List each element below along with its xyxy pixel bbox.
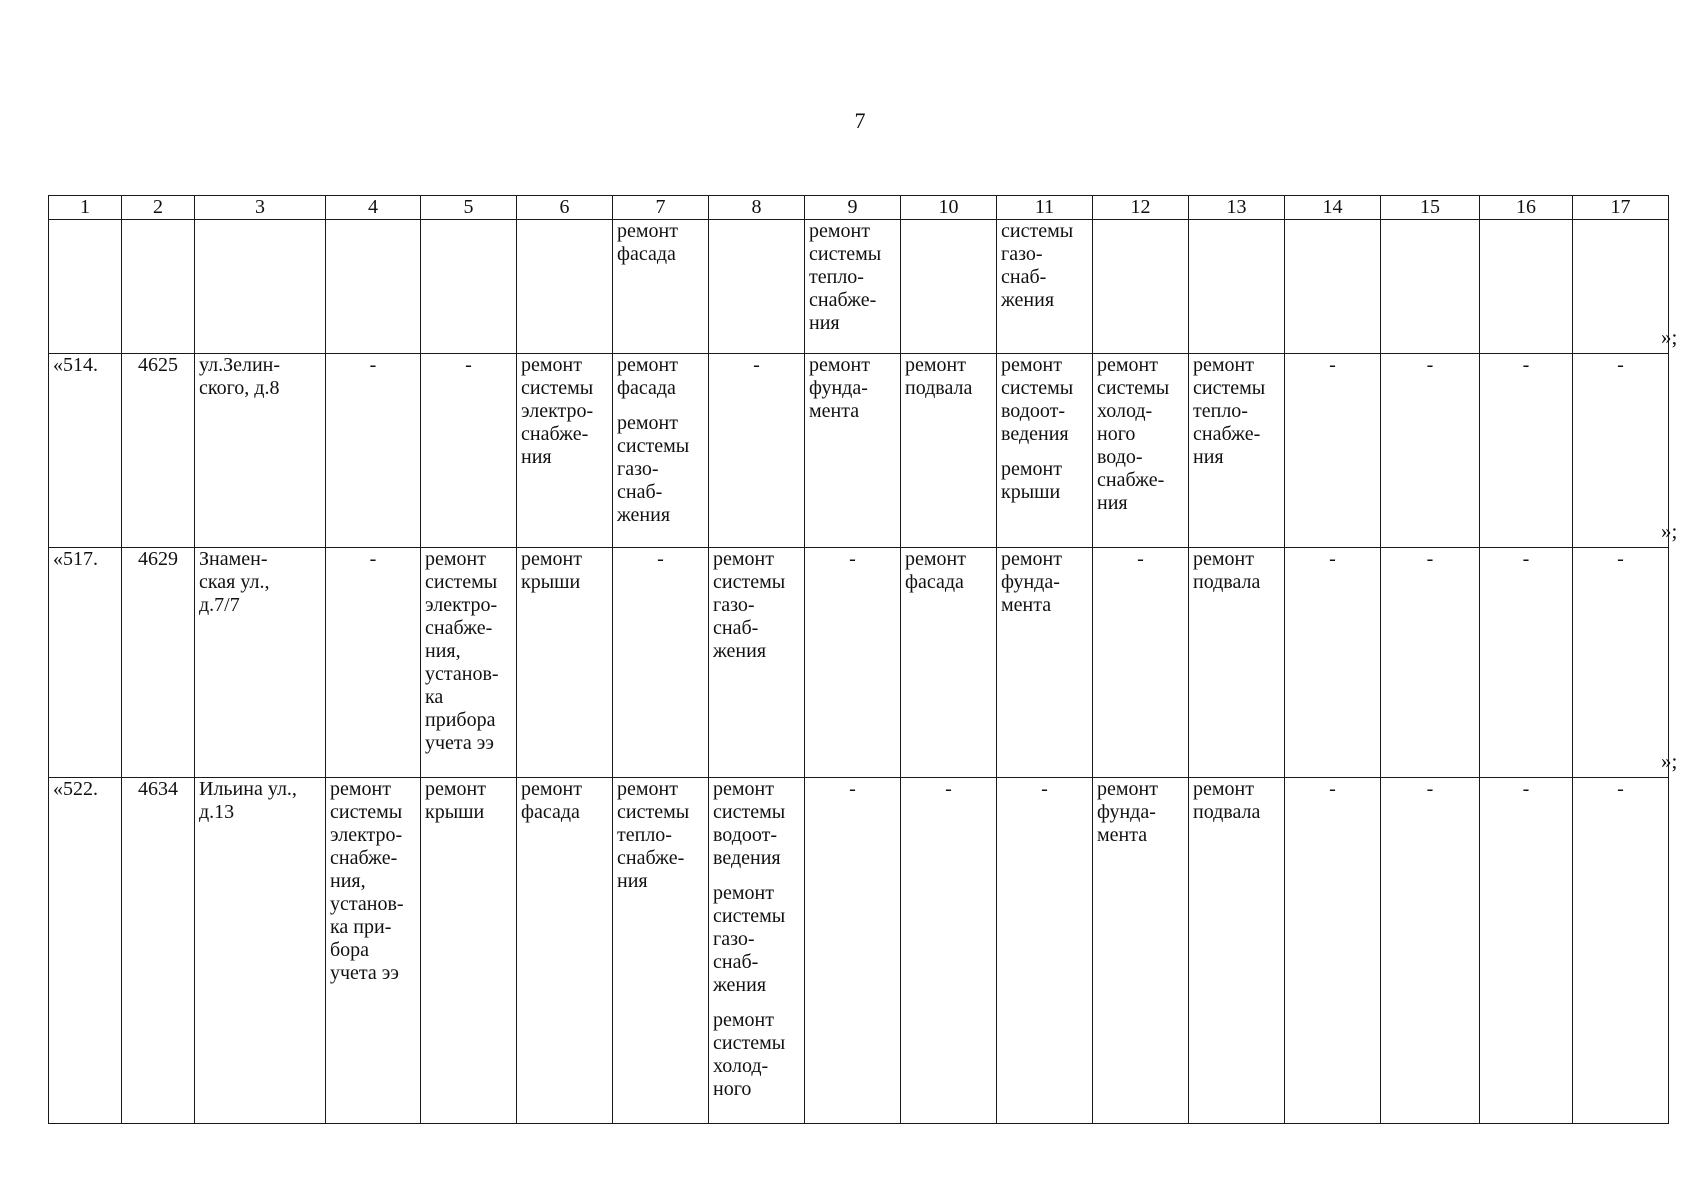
page-number: 7 [854,108,866,133]
cell-entry: Ильина ул., д.13 [199,778,297,823]
cell-entry: - [1426,354,1434,376]
cell-entry: - [657,548,664,570]
cell-10 [901,548,997,778]
cell-entry: ремонт системы тепло- снабже- ния [1193,354,1266,468]
cell-entry: ремонт системы газо- снаб- жения [713,548,786,662]
empty-dash-cell [709,354,805,548]
column-number: 1 [49,196,122,220]
cell-entry: ремонт системы тепло- снабже- ния [617,778,690,892]
cell-entry: ремонт системы электро- снабже- ния, установ- ка прибора учета ээ [425,548,499,754]
cell-11 [997,354,1093,548]
cell-11 [997,548,1093,778]
cell-12 [1093,220,1189,354]
cell-entry: ремонт крыши [425,778,486,823]
cell-2 [122,778,195,1124]
empty-dash-cell [1573,354,1669,548]
cell-entry: ремонт крыши [521,548,582,593]
cell-entry: - [1617,548,1624,570]
cell-12 [1093,354,1189,548]
cell-2 [122,548,195,778]
repair-schedule-table [48,195,1669,1124]
cell-entry: - [849,778,856,800]
column-number: 2 [122,196,195,220]
cell-3 [195,220,326,354]
cell-13 [1189,548,1285,778]
cell-entry: - [1617,354,1624,376]
cell-entry: ремонт фунда- мента [1001,548,1062,616]
column-number: 4 [326,196,421,220]
empty-dash-cell [326,354,421,548]
empty-dash-cell [1573,548,1669,778]
cell-3 [195,778,326,1124]
cell-entry: - [1426,548,1434,570]
cell-entry: «522. [53,778,98,800]
empty-dash-cell [421,354,517,548]
empty-dash-cell [326,548,421,778]
column-number: 7 [613,196,709,220]
cell-8 [709,220,805,354]
cell-entry: ремонт подвала [1193,548,1261,593]
empty-dash-cell [1480,778,1573,1124]
cell-6 [517,548,613,778]
empty-dash-cell [901,778,997,1124]
cell-8 [709,548,805,778]
empty-dash-cell [1381,778,1480,1124]
empty-dash-cell [1480,548,1573,778]
cell-3 [195,548,326,778]
empty-dash-cell [1480,354,1573,548]
column-number-row [49,196,1669,220]
cell-entry: ремонт системы тепло- снабже- ния [809,220,882,334]
cell-entry: ремонт подвала [905,354,973,399]
cell-entry: 4625 [138,354,178,376]
column-number: 16 [1480,196,1573,220]
cell-entry: ремонт фасада [521,778,582,823]
table-row [49,778,1669,1124]
cell-6 [517,220,613,354]
cell-entry: - [369,548,377,570]
column-number: 3 [195,196,326,220]
cell-entry: «514. [53,354,98,376]
cell-entry: ремонт системы холод- ного водо- снабже- ния [1097,354,1170,514]
cell-entry: - [753,354,760,376]
cell-entry: - [945,778,952,800]
cell-entry: - [849,548,856,570]
cell-entry: ремонт системы электро- снабже- ния [521,354,594,468]
table-row [49,220,1669,354]
cell-5 [421,548,517,778]
cell-12 [1093,778,1189,1124]
cell-9 [805,354,901,548]
cell-16 [1480,220,1573,354]
cell-7 [613,778,709,1124]
cell-5 [421,778,517,1124]
cell-entry: ремонт фасада [617,354,678,399]
cell-entry: ремонт системы холод- ного [713,1009,786,1100]
cell-1 [49,220,122,354]
cell-entry: - [1329,354,1336,376]
empty-dash-cell [1573,778,1669,1124]
cell-13 [1189,354,1285,548]
column-number: 13 [1189,196,1285,220]
cell-9 [805,220,901,354]
cell-entry: ремонт крыши [1001,458,1062,503]
cell-6 [517,354,613,548]
cell-3 [195,354,326,548]
column-number: 15 [1381,196,1480,220]
empty-dash-cell [1093,548,1189,778]
cell-entry: ремонт фасада [905,548,966,593]
column-number: 8 [709,196,805,220]
column-number: 5 [421,196,517,220]
cell-entry: Знамен- ская ул., д.7/7 [199,548,270,616]
cell-entry: - [465,354,472,376]
table-row [49,354,1669,548]
cell-entry: ремонт системы газо- снаб- жения [713,882,786,996]
cell-7 [613,354,709,548]
cell-entry: «517. [53,548,98,570]
row-closing-quote: »; [1661,749,1678,773]
cell-15 [1381,220,1480,354]
cell-entry: - [369,354,377,376]
empty-dash-cell [997,778,1093,1124]
cell-entry: системы газо- снаб- жения [1001,220,1074,311]
cell-17 [1573,220,1669,354]
empty-dash-cell [1381,548,1480,778]
empty-dash-cell [805,778,901,1124]
cell-13 [1189,220,1285,354]
column-number: 17 [1573,196,1669,220]
cell-entry: ремонт системы водоот- ведения [713,778,786,869]
cell-2 [122,220,195,354]
cell-7 [613,220,709,354]
cell-entry: - [1522,778,1530,800]
column-number: 12 [1093,196,1189,220]
cell-1 [49,354,122,548]
cell-4 [326,220,421,354]
cell-11 [997,220,1093,354]
cell-entry: ремонт фунда- мента [809,354,870,422]
column-number: 6 [517,196,613,220]
empty-dash-cell [1285,548,1381,778]
empty-dash-cell [1285,354,1381,548]
column-number: 10 [901,196,997,220]
cell-entry: - [1329,778,1336,800]
cell-8 [709,778,805,1124]
cell-entry: ремонт системы водоот- ведения [1001,354,1074,445]
cell-1 [49,548,122,778]
cell-13 [1189,778,1285,1124]
empty-dash-cell [1285,778,1381,1124]
cell-entry: ул.Зелин- ского, д.8 [199,354,281,399]
cell-4 [326,778,421,1124]
empty-dash-cell [805,548,901,778]
cell-entry: 4634 [138,778,178,800]
cell-entry: - [1522,548,1530,570]
column-number: 9 [805,196,901,220]
cell-entry: ремонт подвала [1193,778,1261,823]
row-closing-quote: »; [1661,519,1678,543]
column-number: 14 [1285,196,1381,220]
cell-entry: - [1137,548,1144,570]
cell-5 [421,220,517,354]
cell-1 [49,778,122,1124]
cell-entry: - [1426,778,1434,800]
column-number: 11 [997,196,1093,220]
cell-6 [517,778,613,1124]
empty-dash-cell [613,548,709,778]
cell-2 [122,354,195,548]
cell-entry: - [1522,354,1530,376]
cell-entry: ремонт фунда- мента [1097,778,1158,846]
cell-entry: - [1041,778,1048,800]
cell-entry: ремонт фасада [617,220,678,265]
empty-dash-cell [1381,354,1480,548]
cell-entry: ремонт системы газо- снаб- жения [617,412,690,526]
row-closing-quote: »; [1661,325,1678,349]
table-row [49,548,1669,778]
cell-entry: - [1329,548,1336,570]
cell-14 [1285,220,1381,354]
cell-entry: ремонт системы электро- снабже- ния, установ- ка при- бора учета ээ [330,778,404,984]
cell-10 [901,354,997,548]
cell-10 [901,220,997,354]
cell-entry: 4629 [138,548,178,570]
cell-entry: - [1617,778,1624,800]
